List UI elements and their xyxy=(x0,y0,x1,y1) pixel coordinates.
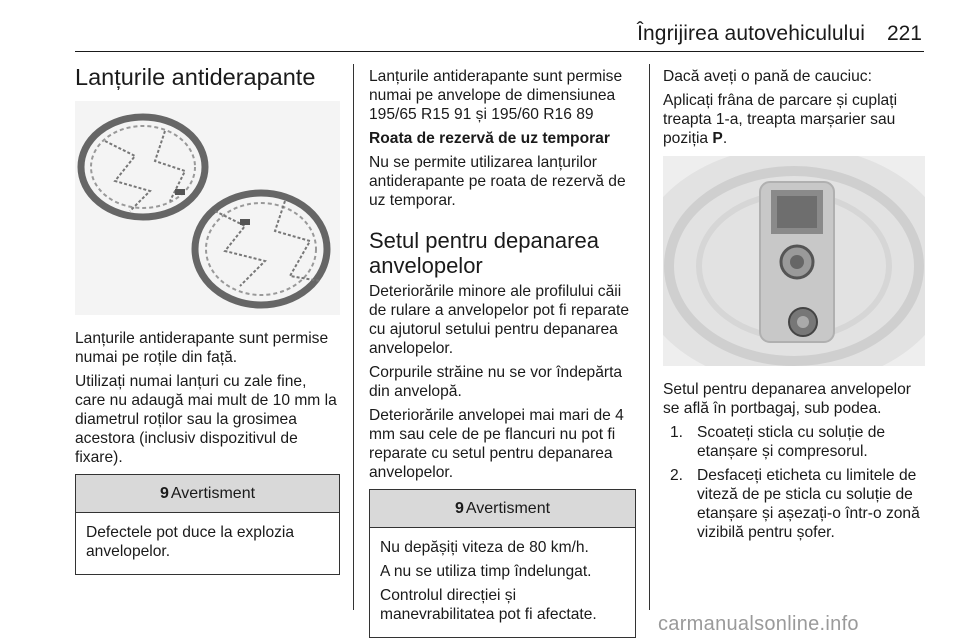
warning-body xyxy=(370,528,635,637)
paragraph-tire-sizes: Lanțurile antiderapante sunt permise numai pe anvelope de dimensiunea 195/65 R15 91 și 195/60 R16 89 xyxy=(369,68,623,123)
parking-brake-end: . xyxy=(722,130,728,147)
paragraph-fine-links: Utilizați numai lanțuri cu zale fine, care nu adaugă mai mult de 10 mm la diametrul roților sau la grosimea acestora (inclusiv dispozitivul de fixare). xyxy=(75,373,337,466)
warning-line: Controlul direcției și manevrabilitatea pot fi afectate. xyxy=(380,587,597,623)
page-number: 221 xyxy=(886,22,922,45)
step-number: 1. xyxy=(670,424,684,441)
warning-header xyxy=(76,475,339,513)
warning-box-1 xyxy=(75,474,340,575)
subheading-temporary-spare: Roata de rezervă de uz temporar xyxy=(369,130,610,147)
parking-brake-text: Aplicați frâna de parcare și cuplați treapta 1-a, treapta marșarier sau poziția xyxy=(663,92,898,147)
watermark: carmanualsonline.info xyxy=(658,613,859,635)
paragraph-parking-brake xyxy=(663,91,928,148)
warning-line: Defectele pot duce la explozia anvelopelor. xyxy=(86,524,295,560)
paragraph-front-wheels: Lanțurile antiderapante sunt permise numai pe roțile din față. xyxy=(75,330,329,366)
trunk-repair-kit-photo xyxy=(663,156,925,366)
steps-list xyxy=(663,423,928,542)
paragraph-large-damage: Deteriorările anvelopei mai mari de 4 mm sau cele de pe flancuri nu pot fi reparate cu setul pentru depanarea anvelopelor. xyxy=(369,407,624,481)
paragraph-foreign-bodies: Corpurile străine nu se vor îndepărta din anvelopă. xyxy=(369,364,623,400)
column-divider-1 xyxy=(353,64,354,610)
column-divider-2 xyxy=(649,64,650,610)
warning-icon: 9 xyxy=(159,485,169,502)
warning-header xyxy=(370,490,635,528)
snow-chains-illustration xyxy=(75,101,340,315)
section-title-tire-repair-kit: Setul pentru depanarea anvelopelor xyxy=(369,228,599,278)
warning-line: Nu depășiți viteza de 80 km/h. xyxy=(380,539,589,556)
column-1 xyxy=(75,60,340,575)
step-text: Scoateți sticla cu soluție de etanșare și compresorul. xyxy=(697,424,886,460)
step-text: Desfaceți eticheta cu limitele de viteză de pe sticla cu soluție de etanșare și așezați-o într-o zonă vizibilă pentru șofer. xyxy=(697,467,920,541)
step-number: 2. xyxy=(670,467,684,484)
section-title-snow-chains: Lanțurile antiderapante xyxy=(75,64,316,90)
gear-position-p: P xyxy=(712,130,723,147)
warning-icon: 9 xyxy=(454,500,464,517)
warning-line: A nu se utiliza timp îndelungat. xyxy=(380,563,592,580)
warning-body xyxy=(76,513,339,574)
header-title: Îngrijirea autovehiculului xyxy=(637,22,865,45)
paragraph-flat-tire: Dacă aveți o pană de cauciuc: xyxy=(663,68,872,85)
paragraph-minor-damage: Deteriorările minore ale profilului căii de rulare a anvelopelor pot fi reparate cu ajutorul setului pentru depanarea anvelopelor. xyxy=(369,283,630,357)
paragraph-no-chains-spare: Nu se permite utilizarea lanțurilor antiderapante pe roata de rezervă de uz temporar. xyxy=(369,154,626,209)
list-item xyxy=(670,423,928,461)
warning-title: Avertisment xyxy=(465,500,551,517)
column-2 xyxy=(369,60,636,638)
list-item xyxy=(670,466,928,542)
warning-title: Avertisment xyxy=(170,485,256,502)
header-rule xyxy=(75,51,924,52)
column-3 xyxy=(663,60,928,547)
warning-box-2 xyxy=(369,489,636,638)
paragraph-kit-location: Setul pentru depanarea anvelopelor se află în portbagaj, sub podea. xyxy=(663,381,911,417)
